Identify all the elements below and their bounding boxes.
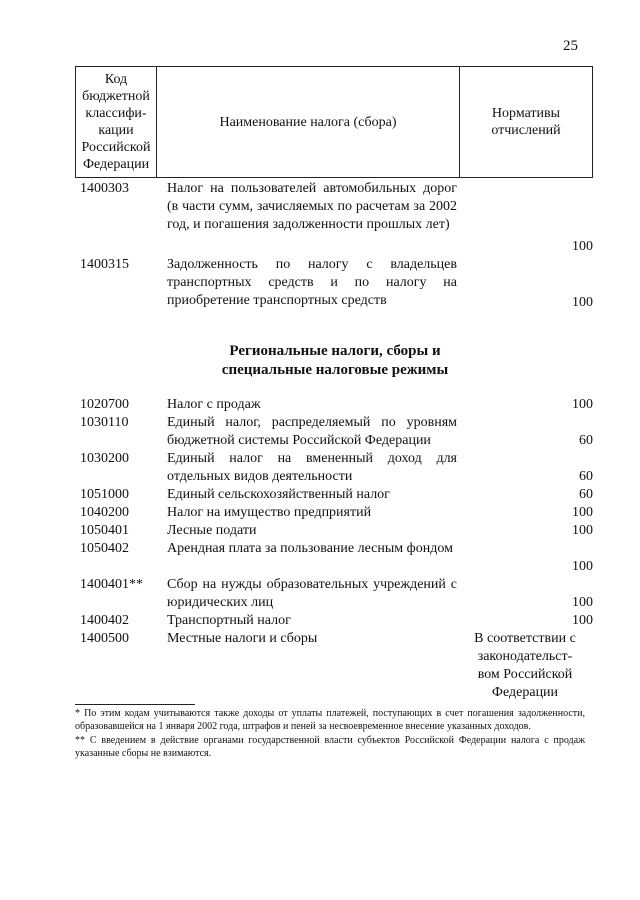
table-row — [80, 522, 593, 540]
row-code: 1050401 — [80, 523, 129, 538]
row-code: 1030110 — [80, 415, 129, 430]
table-row — [80, 180, 593, 256]
row-name: Транспортный налог — [167, 613, 291, 628]
row-name: Единый сельскохозяйственный налог — [167, 487, 390, 502]
row-norm: 60 — [579, 433, 593, 448]
row-name: Единый налог на вмененный доход для отдельных видов деятельности — [167, 451, 457, 484]
header-code: Код бюджетной классифи- кации Российской Федерации — [76, 67, 157, 177]
row-code: 1050402 — [80, 541, 129, 556]
table-body — [80, 180, 593, 702]
row-norm: В соответствии с законодательст- вом Российской Федерации — [474, 631, 576, 700]
row-code: 1400401** — [80, 577, 143, 592]
row-norm: 60 — [579, 469, 593, 484]
footnote: ** С введением в действие органами государственной власти субъектов Российской Федерации налога с продаж указанные сборы не взимаются. — [75, 735, 585, 759]
row-norm: 100 — [572, 613, 593, 628]
row-code: 1040200 — [80, 505, 129, 520]
table-row — [80, 256, 593, 312]
row-name: Налог на пользователей автомобильных дорог (в части сумм, зачисляемых по расчетам за 2002 год, и погашения задолженности прошлых лет) — [167, 181, 457, 232]
table-row — [80, 396, 593, 414]
table-row — [80, 540, 593, 576]
table-row — [80, 486, 593, 504]
header-name: Наименование налога (сбора) — [157, 67, 460, 177]
row-code: 1020700 — [80, 397, 129, 412]
table-row — [80, 612, 593, 630]
row-code: 1030200 — [80, 451, 129, 466]
row-norm: 100 — [572, 295, 593, 310]
table-row — [80, 576, 593, 612]
row-code: 1051000 — [80, 487, 129, 502]
row-norm: 100 — [572, 559, 593, 574]
row-name: Налог с продаж — [167, 397, 261, 412]
row-norm: 100 — [572, 239, 593, 254]
row-norm: 100 — [572, 505, 593, 520]
row-name: Задолженность по налогу с владельцев транспортных средств и по налогу на приобретение транспортных средств — [167, 257, 457, 308]
row-code: 1400303 — [80, 181, 129, 196]
row-name: Местные налоги и сборы — [167, 631, 318, 646]
table-row — [80, 504, 593, 522]
page-number: 25 — [563, 38, 578, 54]
footnotes — [75, 708, 585, 762]
row-name: Лесные подати — [167, 523, 257, 538]
row-norm: 100 — [572, 523, 593, 538]
table-row — [80, 630, 593, 702]
table-header — [75, 66, 593, 178]
row-norm: 60 — [579, 487, 593, 502]
section-title: Региональные налоги, сборы и специальные налоговые режимы — [221, 343, 449, 378]
row-name: Налог на имущество предприятий — [167, 505, 372, 520]
row-name: Сбор на нужды образовательных учреждений с юридических лиц — [167, 577, 457, 610]
row-norm: 100 — [572, 397, 593, 412]
row-code: 1400402 — [80, 613, 129, 628]
row-code: 1400315 — [80, 257, 129, 272]
footnote: * По этим кодам учитываются также доходы от уплаты платежей, поступающих в счет погашения задолженности, образовавшейся на 1 января 2002 года, штрафов и пеней за несвоевременное внесение указанных доходов. — [75, 708, 585, 732]
header-norm: Нормативы отчислений — [491, 106, 561, 138]
row-name: Арендная плата за пользование лесным фондом — [167, 541, 453, 556]
table-row — [80, 414, 593, 450]
row-norm: 100 — [572, 595, 593, 610]
table-row — [80, 450, 593, 486]
row-code: 1400500 — [80, 631, 129, 646]
footnote-divider — [75, 704, 195, 705]
row-name: Единый налог, распределяемый по уровням бюджетной системы Российской Федерации — [167, 415, 457, 448]
